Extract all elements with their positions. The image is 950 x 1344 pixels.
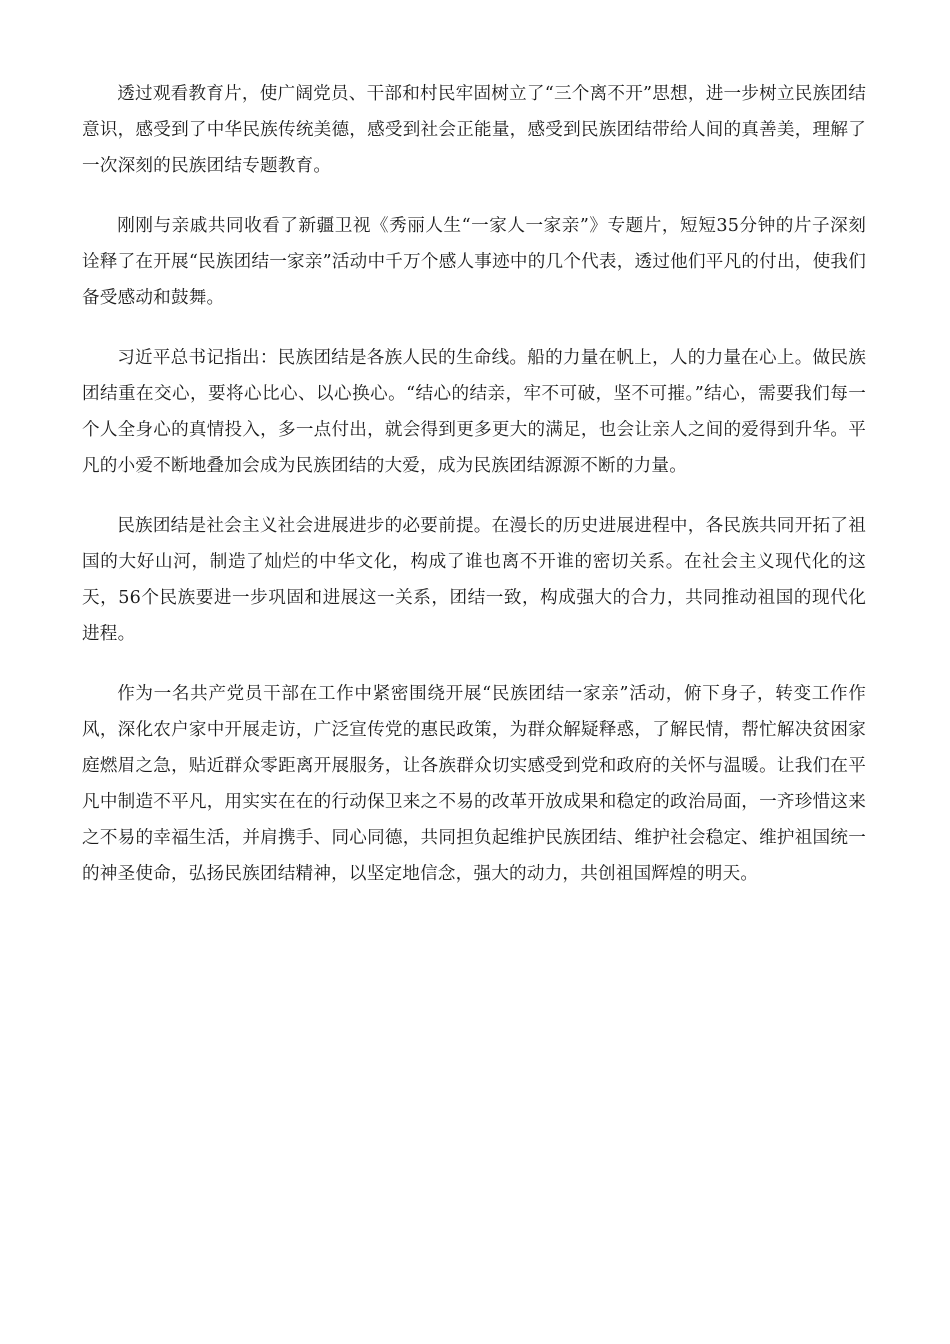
paragraph-2: 刚刚与亲戚共同收看了新疆卫视《秀丽人生“一家人一家亲”》专题片，短短35分钟的片子深刻诠释了在开展“民族团结一家亲”活动中千万个感人事迹中的几个代表，透过他们平凡的付出，使我们备受感动和鼓舞。	[82, 216, 866, 308]
paragraph-1: 透过观看教育片，使广阔党员、干部和村民牢固树立了“三个离不开”思想，进一步树立民族团结意识，感受到了中华民族传统美德，感受到社会正能量，感受到民族团结带给人间的真善美，理解了一次深刻的民族团结专题教育。	[82, 84, 866, 176]
paragraph-3: 习近平总书记指出：民族团结是各族人民的生命线。船的力量在帆上，人的力量在心上。做民族团结重在交心，要将心比心、以心换心。“结心的结亲，牢不可破，坚不可摧。”结心，需要我们每一个人全身心的真情投入，多一点付出，就会得到更多更大的满足，也会让亲人之间的爱得到升华。平凡的小爱不断地叠加会成为民族团结的大爱，成为民族团结源源不断的力量。	[82, 348, 866, 476]
paragraph-4: 民族团结是社会主义社会进展进步的必要前提。在漫长的历史进展进程中，各民族共同开拓了祖国的大好山河，制造了灿烂的中华文化，构成了谁也离不开谁的密切关系。在社会主义现代化的这天，56个民族要进一步巩固和进展这一关系，团结一致，构成强大的合力，共同推动祖国的现代化进程。	[82, 516, 866, 644]
document-body	[82, 76, 866, 916]
paragraph-5: 作为一名共产党员干部在工作中紧密围绕开展“民族团结一家亲”活动，俯下身子，转变工作作风，深化农户家中开展走访，广泛宣传党的惠民政策，为群众解疑释惑，了解民情，帮忙解决贫困家庭燃眉之急，贴近群众零距离开展服务，让各族群众切实感受到党和政府的关怀与温暖。让我们在平凡中制造不平凡，用实实在在的行动保卫来之不易的改革开放成果和稳定的政治局面，一齐珍惜这来之不易的幸福生活，并肩携手、同心同德，共同担负起维护民族团结、维护社会稳定、维护祖国统一的神圣使命，弘扬民族团结精神，以坚定地信念，强大的动力，共创祖国辉煌的明天。	[82, 684, 866, 884]
